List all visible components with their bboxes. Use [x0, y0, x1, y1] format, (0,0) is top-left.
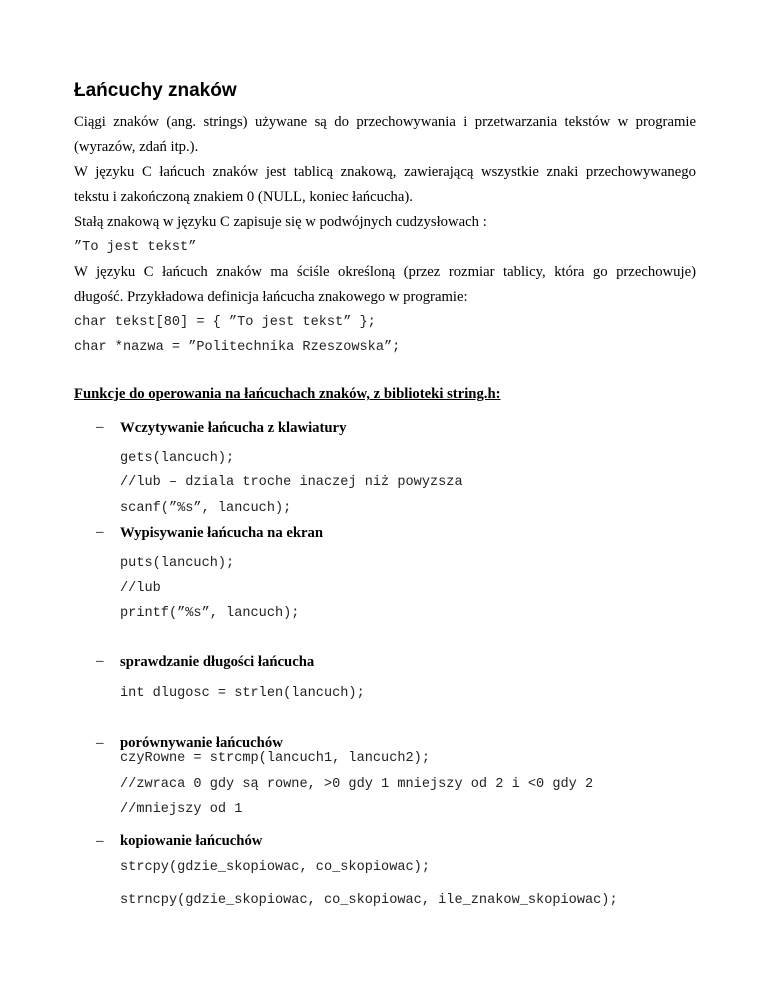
- bullet-dash: –: [96, 653, 104, 669]
- intro-line-5: Stałą znakową w języku C zapisuje się w podwójnych cudzysłowach :: [74, 214, 487, 230]
- code-line: printf(”%s”, lancuch);: [120, 606, 300, 621]
- intro-line-3: W języku C łańcuch znaków jest tablicą znakową, zawierającą wszystkie znaki przechowywanego: [74, 164, 696, 180]
- code-comment: //zwraca 0 gdy są rowne, >0 gdy 1 mniejszy od 2 i <0 gdy 2: [120, 777, 594, 792]
- intro-line-7: długość. Przykładowa definicja łańcucha znakowego w programie:: [74, 289, 468, 305]
- item-label-length: sprawdzanie długości łańcucha: [120, 654, 315, 670]
- item-label-copy: kopiowanie łańcuchów: [120, 833, 263, 849]
- code-line: strncpy(gdzie_skopiowac, co_skopiowac, ile_znakow_skopiowac);: [120, 893, 618, 908]
- bullet-dash: –: [96, 833, 104, 849]
- intro-line-4: tekstu i zakończoną znakiem 0 (NULL, koniec łańcucha).: [74, 189, 413, 205]
- item-label-compare: porównywanie łańcuchów: [120, 735, 283, 751]
- bullet-dash: –: [96, 735, 104, 751]
- code-line: czyRowne = strcmp(lancuch1, lancuch2);: [120, 751, 430, 766]
- code-line: gets(lancuch);: [120, 451, 235, 466]
- code-definition-2: char *nazwa = ”Politechnika Rzeszowska”;: [74, 340, 401, 355]
- intro-line-2: (wyrazów, zdań itp.).: [74, 139, 199, 155]
- code-literal: ”To jest tekst”: [74, 240, 197, 255]
- section-heading: Funkcje do operowania na łańcuchach znaków, z biblioteki string.h:: [74, 386, 501, 402]
- code-line: strcpy(gdzie_skopiowac, co_skopiowac);: [120, 860, 430, 875]
- code-definition-1: char tekst[80] = { ”To jest tekst” };: [74, 315, 376, 330]
- bullet-dash: –: [96, 419, 104, 435]
- item-label-print: Wypisywanie łańcucha na ekran: [120, 525, 324, 541]
- code-comment: //lub – dziala troche inaczej niż powyzsza: [120, 475, 463, 490]
- code-line: int dlugosc = strlen(lancuch);: [120, 686, 365, 701]
- intro-line-1: Ciągi znaków (ang. strings) używane są do przechowywania i przetwarzania tekstów w programie: [74, 114, 696, 130]
- item-label-read: Wczytywanie łańcucha z klawiatury: [120, 420, 347, 436]
- code-comment: //lub: [120, 581, 161, 596]
- code-comment: //mniejszy od 1: [120, 802, 243, 817]
- intro-line-6: W języku C łańcuch znaków ma ściśle określoną (przez rozmiar tablicy, która go przechowuje): [74, 264, 696, 280]
- page-title: Łańcuchy znaków: [74, 80, 237, 101]
- code-line: puts(lancuch);: [120, 556, 235, 571]
- code-line: scanf(”%s”, lancuch);: [120, 501, 292, 516]
- bullet-dash: –: [96, 524, 104, 540]
